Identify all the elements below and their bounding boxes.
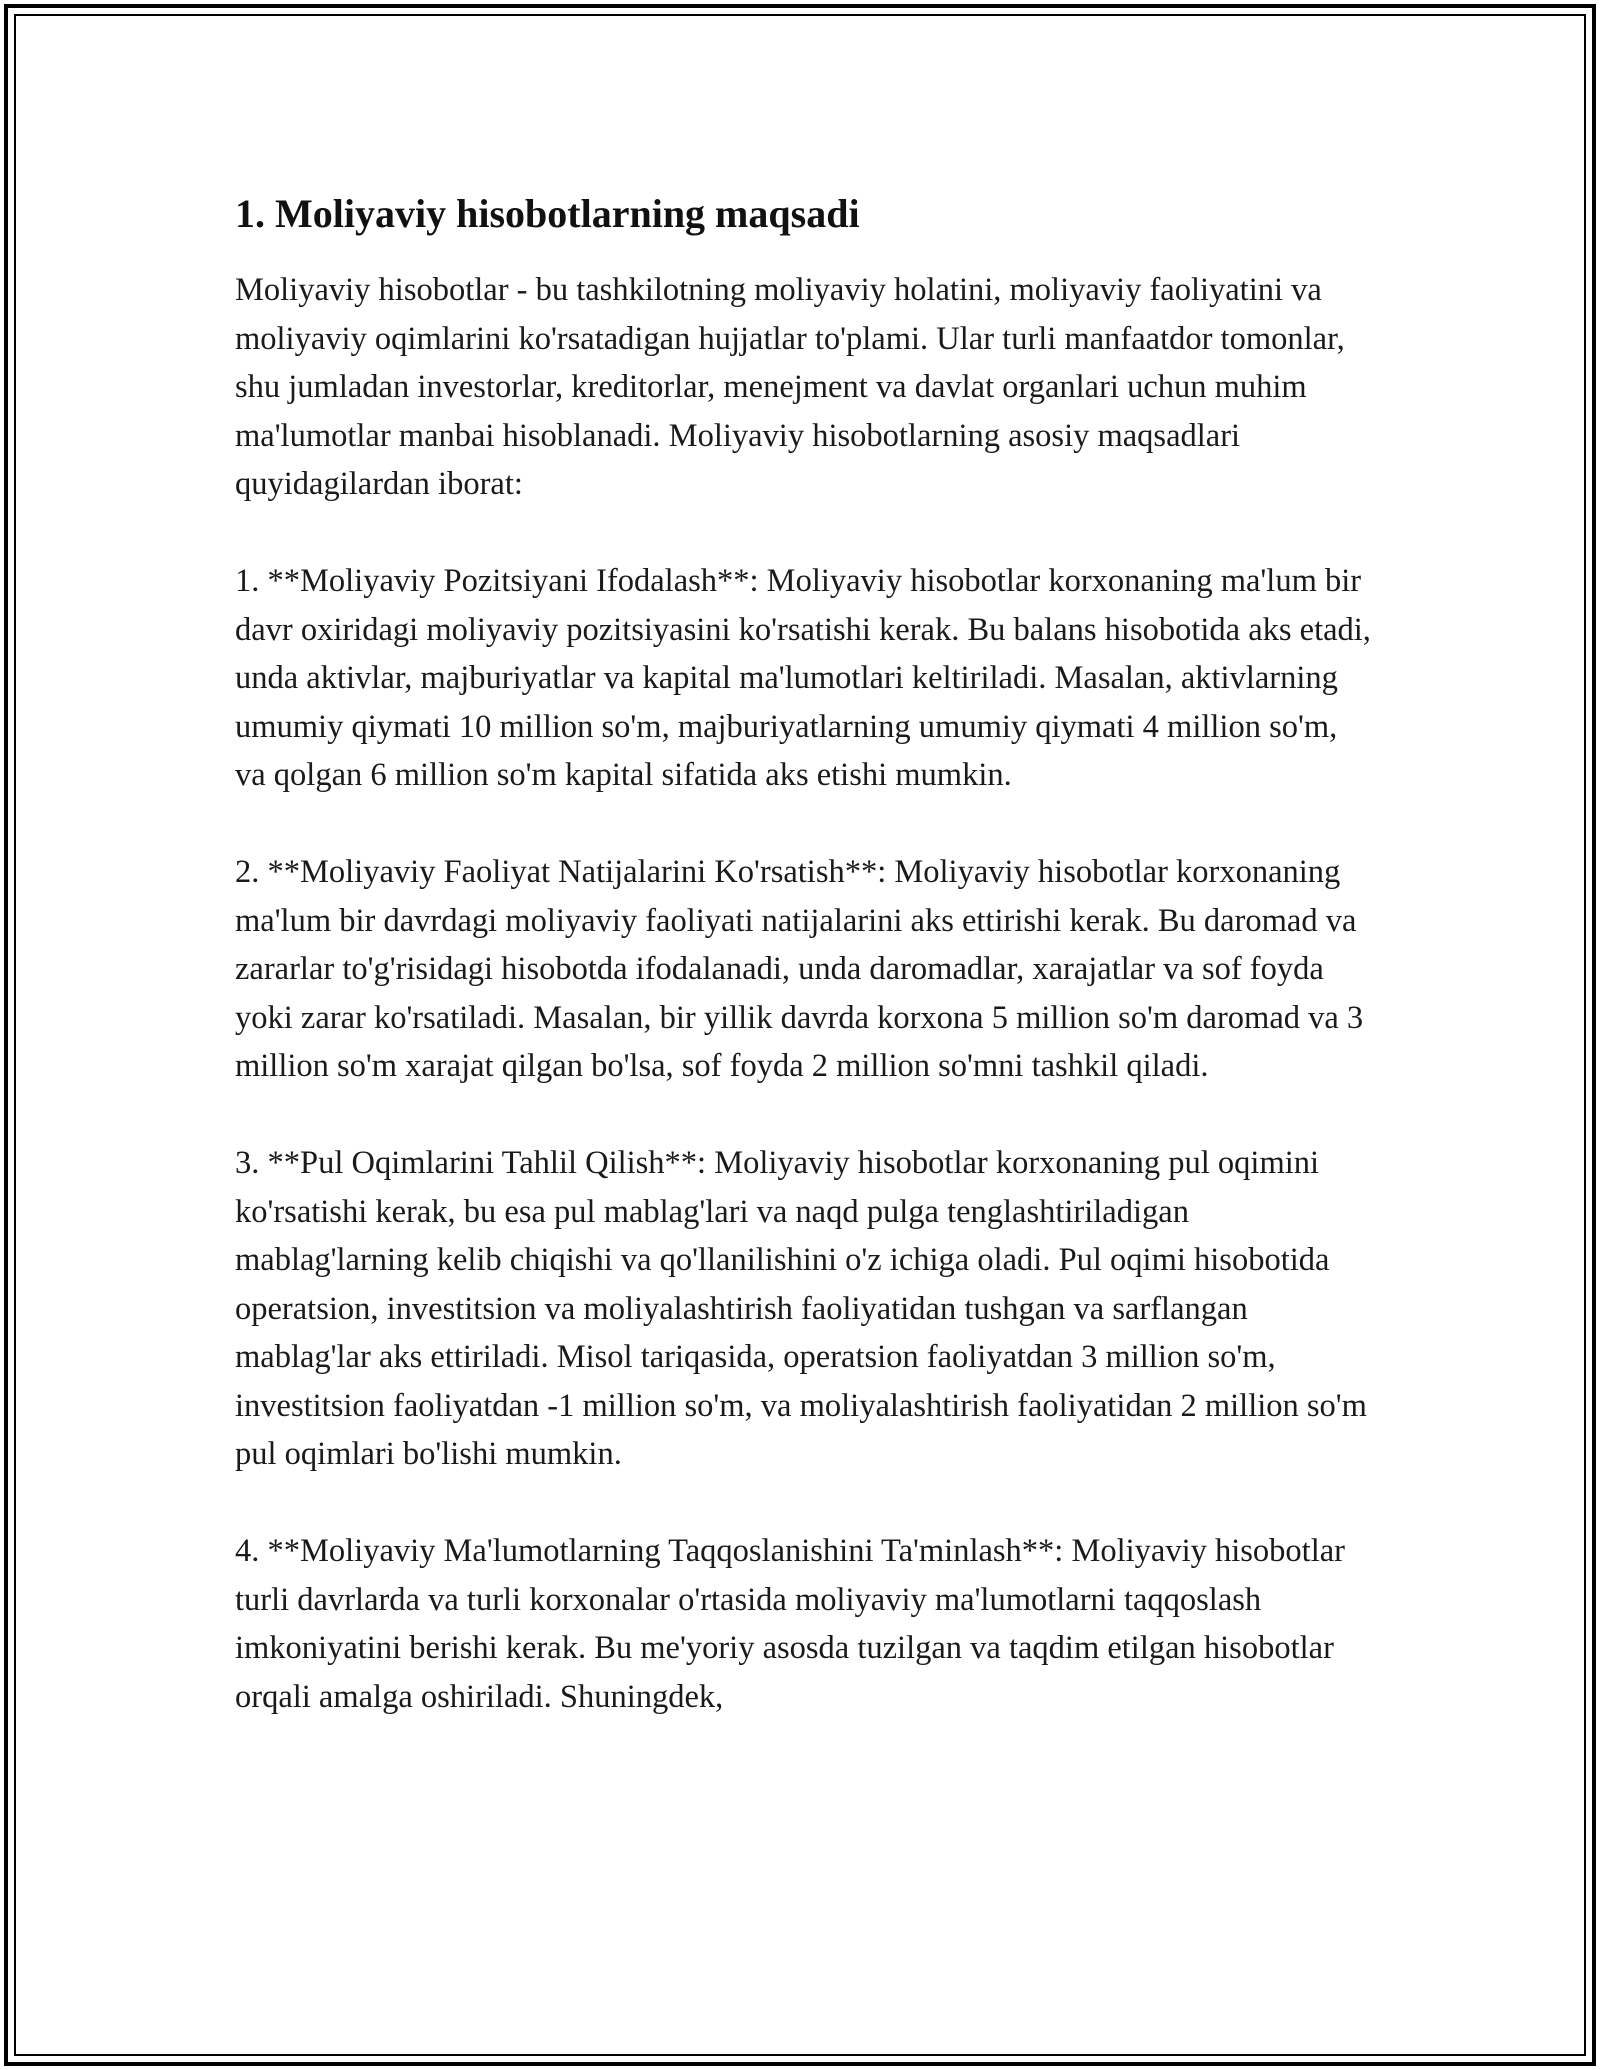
intro-paragraph: Moliyaviy hisobotlar - bu tashkilotning moliyaviy holatini, moliyaviy faoliyatini va moliyaviy oqimlarini ko'rsatadigan hujjatlar to'plami. Ular turli manfaatdor tomonlar, shu jumladan investorlar, kreditorlar, menejment va davlat organlari uchun muhim ma'lumotlar manbai hisoblanadi. Moliyaviy hisobotlarning asosiy maqsadlari quyidagilardan iborat:: [235, 272, 1345, 502]
list-item-comparability: 4. **Moliyaviy Ma'lumotlarning Taqqoslanishini Ta'minlash**: Moliyaviy hisobotlar turli davrlarda va turli korxonalar o'rtasida moliyaviy ma'lumotlarni taqqoslash imkoniyatini berishi kerak. Bu me'yoriy asosda tuzilgan va taqdim etilgan hisobotlar orqali amalga oshiriladi. Shuningdek,: [235, 1533, 1345, 1715]
list-item-financial-position: 1. **Moliyaviy Pozitsiyani Ifodalash**: Moliyaviy hisobotlar korxonaning ma'lum bir davr oxiridagi moliyaviy pozitsiyasini ko'rsatishi kerak. Bu balans hisobotida aks etadi, unda aktivlar, majburiyatlar va kapital ma'lumotlari keltiriladi. Masalan, aktivlarning umumiy qiymati 10 million so'm, majburiyatlarning umumiy qiymati 4 million so'm, va qolgan 6 million so'm kapital sifatida aks etishi mumkin.: [235, 563, 1371, 793]
list-item-cash-flows: 3. **Pul Oqimlarini Tahlil Qilish**: Moliyaviy hisobotlar korxonaning pul oqimini ko'rsatishi kerak, bu esa pul mablag'lari va naqd pulga tenglashtiriladigan mablag'larning kelib chiqishi va qo'llanilishini o'z ichiga oladi. Pul oqimi hisobotida operatsion, investitsion va moliyalashtirish faoliyatidan tushgan va sarflangan mablag'lar aks ettiriladi. Misol tariqasida, operatsion faoliyatdan 3 million so'm, investitsion faoliyatdan -1 million so'm, va moliyalashtirish faoliyatidan 2 million so'm pul oqimlari bo'lishi mumkin.: [235, 1145, 1367, 1472]
section-heading: 1. Moliyaviy hisobotlarning maqsadi: [235, 191, 860, 236]
document-body: [235, 186, 1375, 1721]
list-item-financial-results: 2. **Moliyaviy Faoliyat Natijalarini Ko'rsatish**: Moliyaviy hisobotlar korxonaning ma'lum bir davrdagi moliyaviy faoliyati natijalarini aks ettirishi kerak. Bu daromad va zararlar to'g'risidagi hisobotda ifodalanadi, unda daromadlar, xarajatlar va sof foyda yoki zarar ko'rsatiladi. Masalan, bir yillik davrda korxona 5 million so'm daromad va 3 million so'm xarajat qilgan bo'lsa, sof foyda 2 million so'mni tashkil qiladi.: [235, 854, 1364, 1084]
